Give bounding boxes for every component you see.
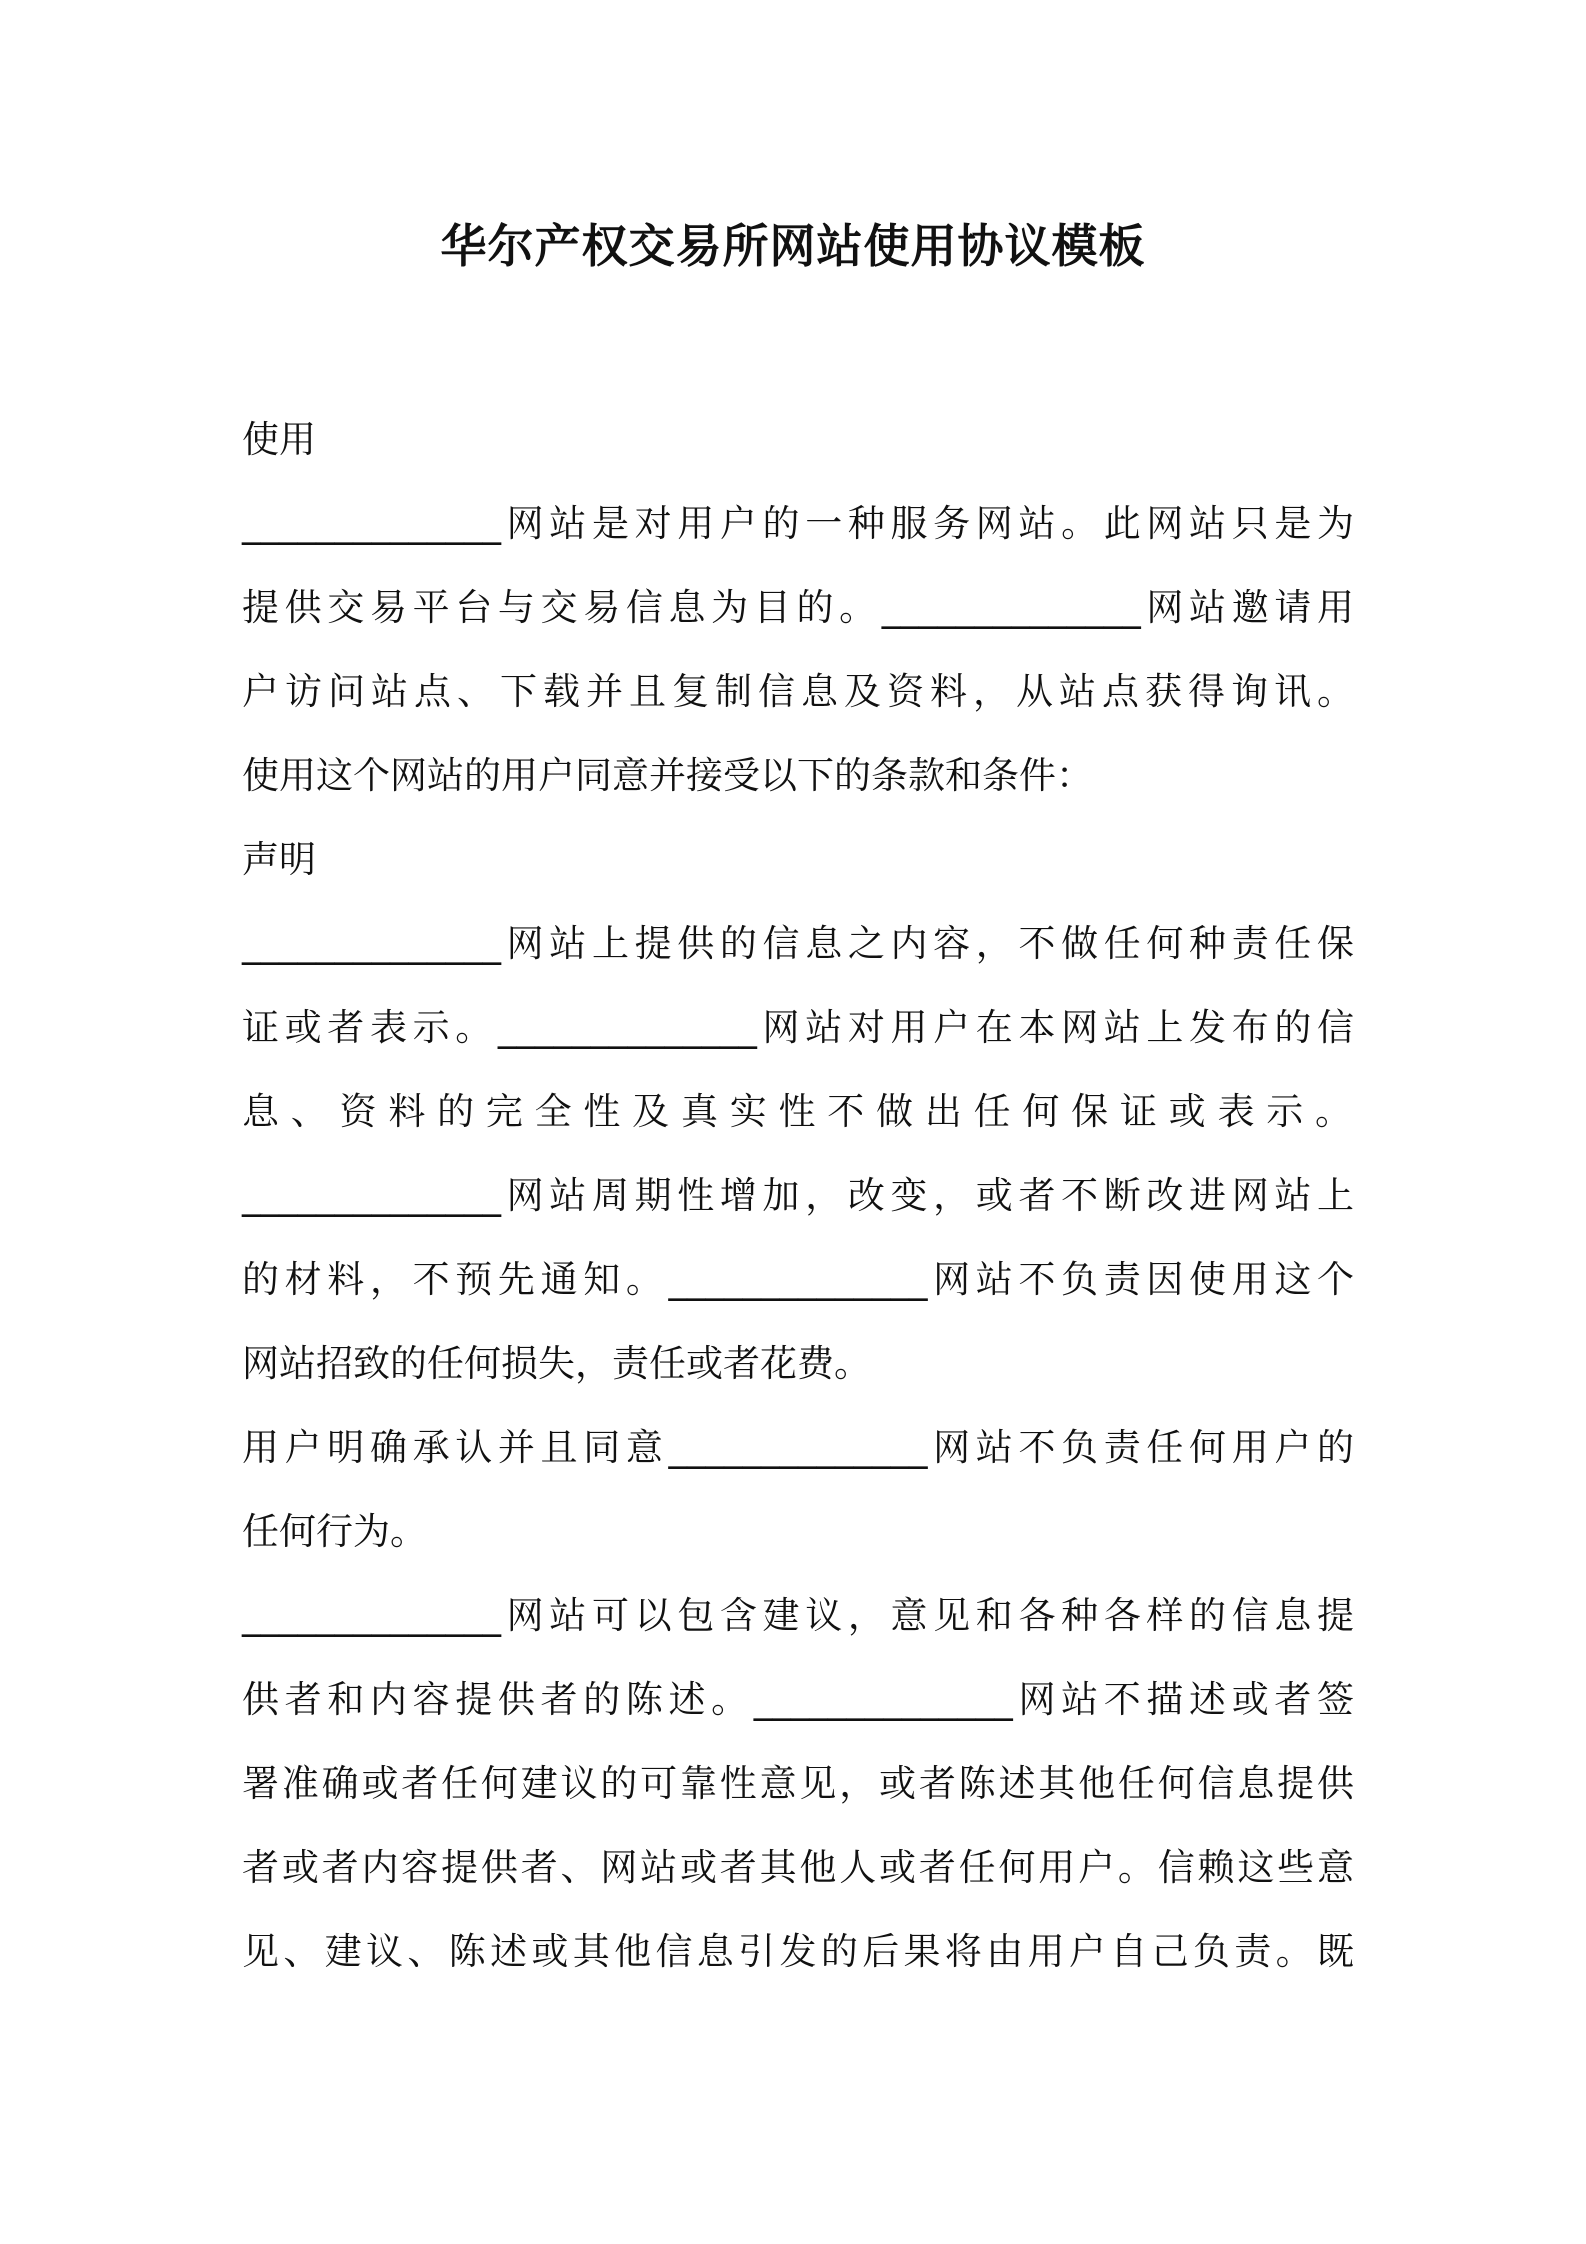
section-heading-use: 使用 (242, 418, 316, 461)
paragraph-line: ______________网站周期性增加，改变，或者不断改进网站上 (242, 1174, 1354, 1217)
paragraph-line: ______________网站是对用户的一种服务网站。此网站只是为 (242, 502, 1354, 545)
paragraph-line: ______________网站可以包含建议，意见和各种各样的信息提 (242, 1594, 1354, 1637)
paragraph-line: 的材料，不预先通知。______________网站不负责因使用这个 (242, 1258, 1354, 1301)
section-heading-statement: 声明 (242, 838, 316, 881)
paragraph-line: 者或者内容提供者、网站或者其他人或者任何用户。信赖这些意 (242, 1846, 1354, 1889)
paragraph-line: 见、建议、陈述或其他信息引发的后果将由用户自己负责。既 (242, 1930, 1354, 1973)
paragraph-line: 用户明确承认并且同意______________网站不负责任何用户的 (242, 1426, 1354, 1469)
paragraph-line: 户访问站点、下载并且复制信息及资料，从站点获得询讯。 (242, 670, 1354, 713)
paragraph-line: 提供交易平台与交易信息为目的。______________网站邀请用 (242, 586, 1354, 629)
paragraph-line: 使用这个网站的用户同意并接受以下的条款和条件： (242, 754, 1093, 797)
paragraph-line: 任何行为。 (242, 1510, 427, 1553)
document-title: 华尔产权交易所网站使用协议模板 (440, 219, 1146, 273)
document-body (242, 398, 1354, 1994)
paragraph-line: ______________网站上提供的信息之内容，不做任何种责任保 (242, 922, 1354, 965)
paragraph-line: 供者和内容提供者的陈述。______________网站不描述或者签 (242, 1678, 1354, 1721)
paragraph-line: 息、资料的完全性及真实性不做出任何保证或表示。 (242, 1090, 1354, 1133)
paragraph-line: 证或者表示。______________网站对用户在本网站上发布的信 (242, 1006, 1354, 1049)
paragraph-line: 署准确或者任何建议的可靠性意见，或者陈述其他任何信息提供 (242, 1762, 1354, 1805)
paragraph-line: 网站招致的任何损失，责任或者花费。 (242, 1342, 871, 1385)
